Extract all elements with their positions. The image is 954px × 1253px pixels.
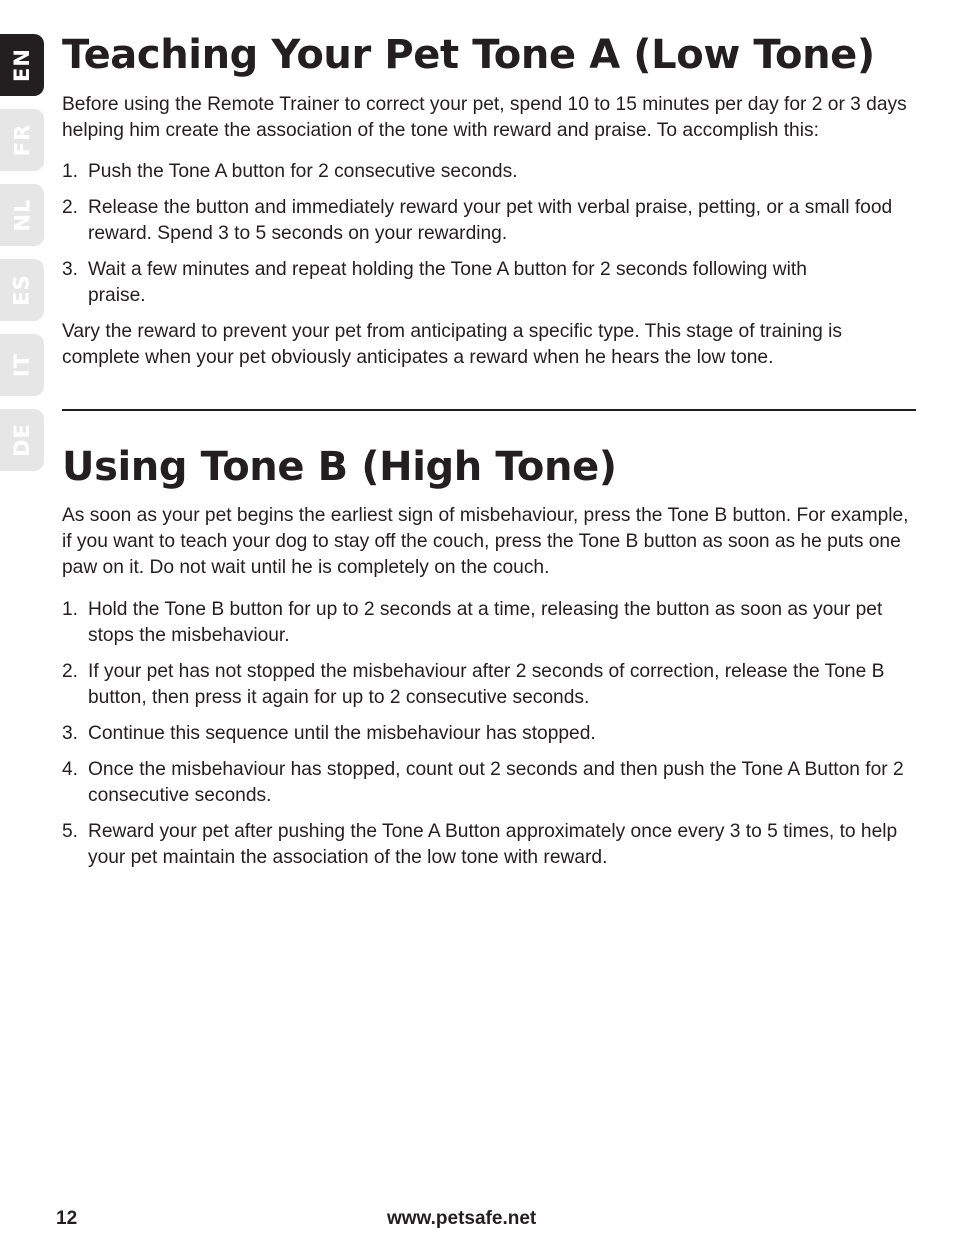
step-text: Reward your pet after pushing the Tone A Button approximately once every 3 to 5 times, to help your pet maintain the association of the low tone with reward. bbox=[88, 821, 898, 868]
lang-tab-es[interactable] bbox=[0, 259, 44, 321]
section-divider bbox=[62, 409, 916, 411]
lang-tab-it[interactable] bbox=[0, 334, 44, 396]
section-b-heading: Using Tone B (High Tone) bbox=[62, 444, 617, 490]
lang-tab-label: IT bbox=[9, 352, 34, 378]
lang-tab-label: FR bbox=[9, 123, 34, 157]
step-text: Wait a few minutes and repeat holding the Tone A button for 2 seconds following with praise. bbox=[88, 259, 807, 306]
lang-tab-label: DE bbox=[10, 423, 34, 457]
lang-tab-en[interactable] bbox=[0, 34, 44, 96]
section-b-steps bbox=[62, 597, 916, 871]
list-item bbox=[62, 195, 916, 247]
list-item bbox=[62, 159, 916, 185]
step-number: 3. bbox=[62, 723, 79, 744]
step-number: 2. bbox=[62, 661, 79, 682]
section-a-closing: Vary the reward to prevent your pet from anticipating a specific type. This stage of training is complete when your pet obviously anticipates a reward when he hears the low tone. bbox=[62, 321, 842, 368]
section-a-intro: Before using the Remote Trainer to correct your pet, spend 10 to 15 minutes per day for 2 or 3 days helping him create the association of the tone with reward and praise. To accomplish this: bbox=[62, 94, 907, 141]
list-item bbox=[62, 819, 916, 871]
step-text: Continue this sequence until the misbehaviour has stopped. bbox=[88, 723, 596, 744]
page-number: 12 bbox=[56, 1208, 78, 1229]
step-text: Hold the Tone B button for up to 2 seconds at a time, releasing the button as soon as your pet stops the misbehaviour. bbox=[88, 599, 883, 646]
step-number: 2. bbox=[62, 197, 79, 218]
list-item bbox=[62, 257, 916, 309]
step-number: 5. bbox=[62, 821, 79, 842]
lang-tab-nl[interactable] bbox=[0, 184, 44, 246]
lang-tab-label: EN bbox=[9, 48, 34, 82]
language-tabs bbox=[0, 34, 44, 484]
step-number: 1. bbox=[62, 161, 79, 182]
step-number: 3. bbox=[62, 259, 79, 280]
lang-tab-label: NL bbox=[10, 198, 34, 232]
list-item bbox=[62, 659, 916, 711]
section-a-steps bbox=[62, 159, 916, 309]
section-a-heading: Teaching Your Pet Tone A (Low Tone) bbox=[62, 32, 875, 78]
lang-tab-label: ES bbox=[9, 274, 34, 306]
lang-tab-fr[interactable] bbox=[0, 109, 44, 171]
step-text: Once the misbehaviour has stopped, count out 2 seconds and then push the Tone A Button for 2 consecutive seconds. bbox=[88, 759, 904, 806]
section-b-intro: As soon as your pet begins the earliest sign of misbehaviour, press the Tone B button. For example, if you want to teach your dog to stay off the couch, press the Tone B button as soon as he puts one paw on it. Do not wait until he is completely on the couch. bbox=[62, 505, 909, 578]
list-item bbox=[62, 721, 916, 747]
step-text: Push the Tone A button for 2 consecutive seconds. bbox=[88, 161, 518, 182]
step-text: If your pet has not stopped the misbehaviour after 2 seconds of correction, release the Tone B button, then press it again for up to 2 consecutive seconds. bbox=[88, 661, 885, 708]
list-item bbox=[62, 597, 916, 649]
step-number: 1. bbox=[62, 599, 79, 620]
section-b-body bbox=[62, 503, 916, 881]
step-number: 4. bbox=[62, 759, 79, 780]
step-text: Release the button and immediately reward your pet with verbal praise, petting, or a small food reward. Spend 3 to 5 seconds on your rewarding. bbox=[88, 197, 893, 244]
lang-tab-de[interactable] bbox=[0, 409, 44, 471]
section-a-body bbox=[62, 92, 916, 371]
list-item bbox=[62, 757, 916, 809]
footer-url-link[interactable]: www.petsafe.net bbox=[387, 1208, 537, 1229]
